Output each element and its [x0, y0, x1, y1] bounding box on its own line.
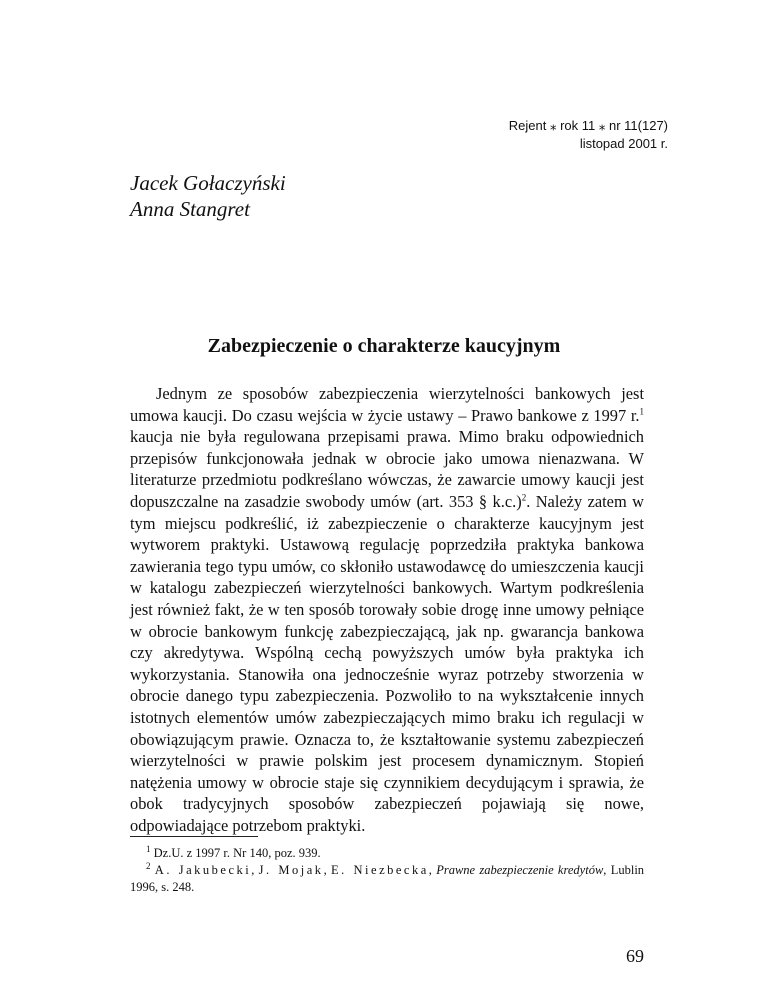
- footnote-ref: 2: [521, 492, 527, 503]
- footnote-number: 1: [146, 843, 151, 854]
- author-separator: ,: [323, 863, 331, 877]
- journal-line: [509, 117, 668, 135]
- citation-details: , Lublin 1996, s. 248.: [130, 863, 645, 894]
- footnotes: [130, 845, 644, 896]
- journal-date: listopad 2001 r.: [579, 136, 668, 151]
- cited-author: E. Niezbecka: [330, 863, 429, 877]
- journal-issue: nr 11(127): [608, 118, 668, 133]
- cited-author: J. Mojak: [258, 863, 324, 877]
- journal-year: rok 11: [560, 118, 596, 133]
- body-paragraph: [130, 383, 644, 836]
- separator-star: ⁎: [598, 118, 606, 133]
- footnote-1: [130, 845, 644, 862]
- journal-name: Rejent: [508, 118, 547, 133]
- article-title: Zabezpieczenie o charakterze kaucyjnym: [207, 335, 561, 357]
- journal-header: [509, 117, 668, 153]
- author-separator: ,: [428, 863, 437, 877]
- footnote-divider: [130, 836, 258, 837]
- page-number: 69: [626, 946, 644, 966]
- body-text-part: . Należy zatem w tym miejscu podkreślić, iż zabezpieczenie o charakterze kaucyjnym jest wytworem praktyki. Ustawową regulację poprzedziła praktyka bankowa zawierania tego typu umów, co skłoniło ustawodawcę do umieszczenia kaucji w katalogu zabezpieczeń wierzytelności bankowych. Wartym podkreślenia jest również fakt, że w ten sposób torowały sobie drogę inne umowy pełniące w obrocie bankowym funkcję zabezpieczającą, jak np. gwarancja bankowa czy akredytywa. Wspólną cechą powyższych umów była praktyka ich wykorzystania. Stanowiła ona jednocześnie wyraz potrzeby stworzenia w obrocie danego typu zabezpieczenia. Pozwoliło to na wykształcenie innych istotnych elementów umów zabezpieczających mimo braku ich regulacji w obowiązującym prawie. Oznacza to, że kształtowanie systemu zabezpieczeń wierzytelności w prawie polskim jest procesem dynamicznym. Stopień natężenia umowy w obrocie staje się czynnikiem decydującym i sprawia, że obok tradycyjnych sposobów zabezpieczeń pojawiają się nowe, odpowiadające potrzebom praktyki.: [130, 491, 644, 835]
- footnote-text: Dz.U. z 1997 r. Nr 140, poz. 939.: [153, 846, 321, 860]
- separator-star: ⁎: [549, 118, 557, 133]
- body-text-part: kaucja nie była regulowana przepisami prawa. Mimo braku odpowiednich przepisów funkcjonowała jednak w obrocie jako umowa nienazwana. W literaturze przedmiotu podkreślano wówczas, że zawarcie umowy kaucji jest dopuszczalne na zasadzie swobody umów (art. 353 § k.c.): [130, 427, 644, 511]
- body-text-part: Jednym ze sposobów zabezpieczenia wierzytelności bankowych jest umowa kaucji. Do czasu wejścia w życie ustawy – Prawo bankowe z 1997 r.: [130, 384, 644, 425]
- author-separator: ,: [251, 863, 259, 877]
- authors-block: [130, 170, 286, 222]
- footnote-number: 2: [146, 860, 151, 871]
- footnote-2: [130, 862, 644, 896]
- author-name: Anna Stangret: [130, 197, 250, 221]
- cited-author: A. Jakubecki: [154, 863, 252, 877]
- author-name: Jacek Gołaczyński: [130, 171, 286, 195]
- cited-work-title: Prawne zabezpieczenie kredytów: [436, 863, 604, 877]
- footnote-ref: 1: [639, 406, 644, 417]
